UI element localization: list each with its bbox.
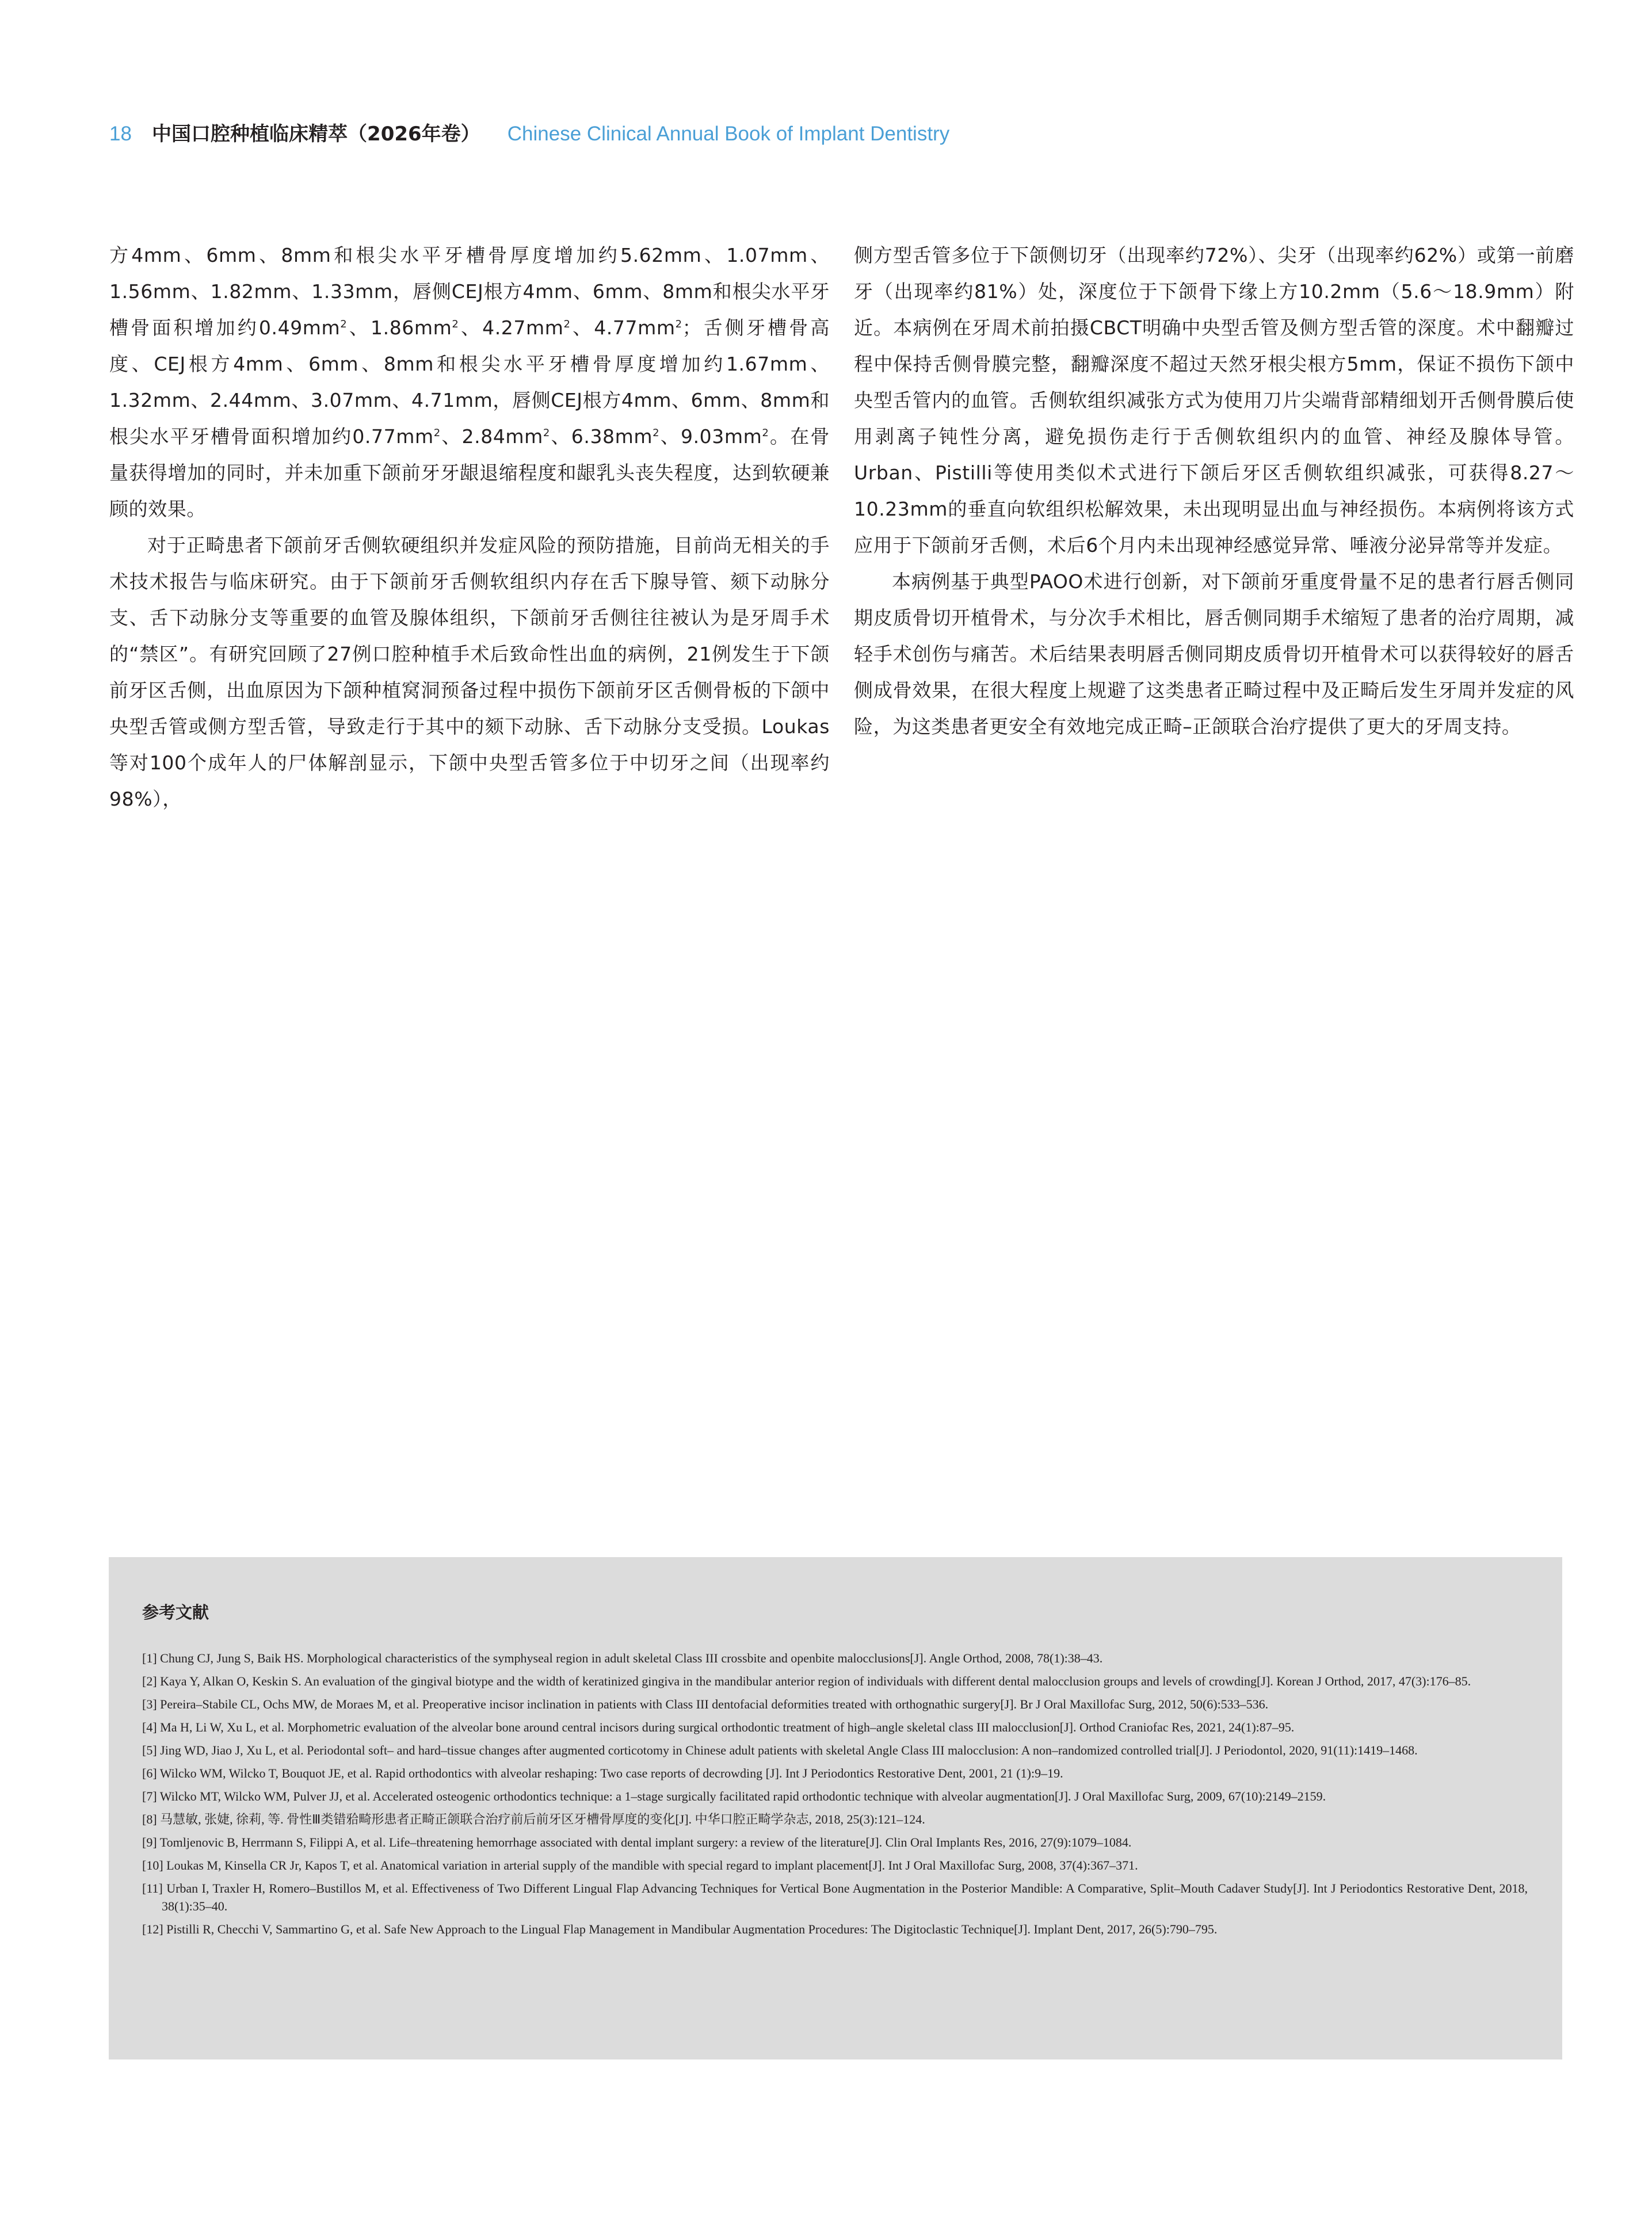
text-run: 、6.38mm	[550, 425, 653, 448]
superscript: 2	[452, 318, 459, 330]
book-title-cn: 中国口腔种植临床精萃（2026年卷）	[152, 123, 480, 146]
reference-item: [2] Kaya Y, Alkan O, Keskin S. An evaluation of the gingival biotype and the width of keratinized gingiva in the mandibular anterior region of individuals with different dental malocclusion groups and levels of crowding[J]. Korean J Orthod, 2017, 47(3):176–85.	[142, 1674, 1471, 1688]
paragraph: 本病例基于典型PAOO术进行创新，对下颌前牙重度骨量不足的患者行唇舌侧同期皮质骨切开植骨术，与分次手术相比，唇舌侧同期手术缩短了患者的治疗周期，减轻手术创伤与痛苦。术后结果表明唇舌侧同期皮质骨切开植骨术可以获得较好的唇舌侧成骨效果，在很大程度上规避了这类患者正畸过程中及正畸后发生牙周并发症的风险，为这类患者更安全有效地完成正畸–正颌联合治疗提供了更大的牙周支持。	[854, 570, 1574, 738]
superscript: 2	[653, 427, 660, 439]
paragraph: 对于正畸患者下颌前牙舌侧软硬组织并发症风险的预防措施，目前尚无相关的手术技术报告与临床研究。由于下颌前牙舌侧软组织内存在舌下腺导管、颏下动脉分支、舌下动脉分支等重要的血管及腺体组织，下颌前牙舌侧往往被认为是牙周手术的“禁区”。有研究回顾了27例口腔种植手术后致命性出血的病例，21例发生于下颌前牙区舌侧，出血原因为下颌种植窝洞预备过程中损伤下颌前牙区舌侧骨板的下颌中央型舌管或侧方型舌管，导致走行于其中的颏下动脉、舌下动脉分支受损。Loukas等对100个成年人的尸体解剖显示，下颌中央型舌管多位于中切牙之间（出现率约98%），	[109, 534, 830, 810]
paragraph: 侧方型舌管多位于下颌侧切牙（出现率约72%）、尖牙（出现率约62%）或第一前磨牙（出现率约81%）处，深度位于下颌骨下缘上方10.2mm（5.6～18.9mm）附近。本病例在牙周术前拍摄CBCT明确中央型舌管及侧方型舌管的深度。术中翻瓣过程中保持舌侧骨膜完整，翻瓣深度不超过天然牙根尖根方5mm，保证不损伤下颌中央型舌管内的血管。舌侧软组织减张方式为使用刀片尖端背部精细划开舌侧骨膜后使用剥离子钝性分离，避免损伤走行于舌侧软组织内的血管、神经及腺体导管。Urban、Pistilli等使用类似术式进行下颌后牙区舌侧软组织减张，可获得8.27～10.23mm的垂直向软组织松解效果，未出现明显出血与神经损伤。本病例将该方式应用于下颌前牙舌侧，术后6个月内未出现神经感觉异常、唾液分泌异常等并发症。	[854, 244, 1574, 556]
reference-item: [8] 马慧敏, 张婕, 徐莉, 等. 骨性Ⅲ类错𬌗畸形患者正畸正颌联合治疗前后前牙区牙槽骨厚度的变化[J]. 中华口腔正畸学杂志, 2018, 25(3):121–124.	[142, 1812, 925, 1826]
superscript: 2	[340, 318, 348, 330]
text-run: 、2.84mm	[440, 425, 543, 448]
superscript: 2	[762, 427, 769, 439]
text-run: 、9.03mm	[659, 425, 762, 448]
references-title: 参考文献	[142, 1603, 209, 1622]
superscript: 2	[675, 318, 682, 330]
text-run: 。在骨量获得增加的同时，并未加重下颌前牙牙龈退缩程度和龈乳头丧失程度，达到软硬兼顾的效果。	[109, 425, 830, 520]
text-run: 、4.77mm	[570, 316, 676, 339]
paragraph	[109, 237, 830, 527]
running-header	[109, 120, 949, 148]
reference-item: [4] Ma H, Li W, Xu L, et al. Morphometric evaluation of the alveolar bone around central incisors during surgical orthodontic treatment of high–angle skeletal class III malocclusion[J]. Orthod Craniofac Res, 2021, 24(1):87–95.	[142, 1720, 1295, 1734]
reference-item: [7] Wilcko MT, Wilcko WM, Pulver JJ, et al. Accelerated osteogenic orthodontics technique: a 1–stage surgically facilitated rapid orthodontic technique with alveolar augmentation[J]. J Oral Maxillofac Surg, 2009, 67(10):2149–2159.	[142, 1789, 1326, 1803]
text-run: 、4.27mm	[459, 316, 564, 339]
reference-item: [12] Pistilli R, Checchi V, Sammartino G, et al. Safe New Approach to the Lingual Flap Management in Mandibular Augmentation Procedures: The Digitoclastic Technique[J]. Implant Dent, 2017, 26(5):790–795.	[142, 1922, 1218, 1936]
reference-item: [5] Jing WD, Jiao J, Xu L, et al. Periodontal soft– and hard–tissue changes after augmented corticotomy in Chinese adult patients with skeletal Angle Class III malocclusion: A non–randomized controlled trial[J]. J Periodontol, 2020, 91(11):1419–1468.	[142, 1743, 1418, 1757]
reference-item: [11] Urban I, Traxler H, Romero–Bustillos M, et al. Effectiveness of Two Different Lingual Flap Advancing Techniques for Vertical Bone Augmentation in the Posterior Mandible: A Comparative, Split–Mouth Cadaver Study[J]. Int J Periodontics Restorative Dent, 2018, 38(1):35–40.	[142, 1881, 1528, 1913]
superscript: 2	[543, 427, 550, 439]
body-column-left	[109, 237, 830, 817]
superscript: 2	[433, 427, 441, 439]
reference-item: [10] Loukas M, Kinsella CR Jr, Kapos T, et al. Anatomical variation in arterial supply of the mandible with special regard to implant placement[J]. Int J Oral Maxillofac Surg, 2008, 37(4):367–371.	[142, 1858, 1138, 1872]
reference-item: [3] Pereira–Stabile CL, Ochs MW, de Moraes M, et al. Preoperative incisor inclination in patients with Class III dentofacial deformities treated with orthognathic surgery[J]. Br J Oral Maxillofac Surg, 2012, 50(6):533–536.	[142, 1697, 1269, 1711]
page-number: 18	[109, 123, 132, 145]
reference-list	[142, 1649, 1528, 1938]
body-column-right	[854, 237, 1574, 745]
reference-item: [1] Chung CJ, Jung S, Baik HS. Morphological characteristics of the symphyseal region in adult skeletal Class III crossbite and openbite malocclusions[J]. Angle Orthod, 2008, 78(1):38–43.	[142, 1651, 1103, 1665]
reference-item: [9] Tomljenovic B, Herrmann S, Filippi A, et al. Life–threatening hemorrhage associated with dental implant surgery: a review of the literature[J]. Clin Oral Implants Res, 2016, 27(9):1079–1084.	[142, 1835, 1132, 1849]
reference-item: [6] Wilcko WM, Wilcko T, Bouquot JE, et al. Rapid orthodontics with alveolar reshaping: Two case reports of decrowding [J]. Int J Periodontics Restorative Dent, 2001, 21 (1):9–19.	[142, 1766, 1063, 1780]
references-box	[109, 1557, 1562, 2059]
text-run: 、1.86mm	[347, 316, 452, 339]
text-run: 方4mm、6mm、8mm和根尖水平牙槽骨厚度增加约5.62mm、1.07mm、1.56mm、1.82mm、1.33mm，唇侧CEJ根方4mm、6mm、8mm和根尖水平牙槽骨面积增加约0.49mm	[109, 244, 830, 339]
book-title-en: Chinese Clinical Annual Book of Implant Dentistry	[507, 123, 950, 145]
text-run: ；舌侧牙槽骨高度、CEJ根方4mm、6mm、8mm和根尖水平牙槽骨厚度增加约1.67mm、1.32mm、2.44mm、3.07mm、4.71mm，唇侧CEJ根方4mm、6mm、8mm和根尖水平牙槽骨面积增加约0.77mm	[109, 316, 830, 448]
superscript: 2	[563, 318, 571, 330]
